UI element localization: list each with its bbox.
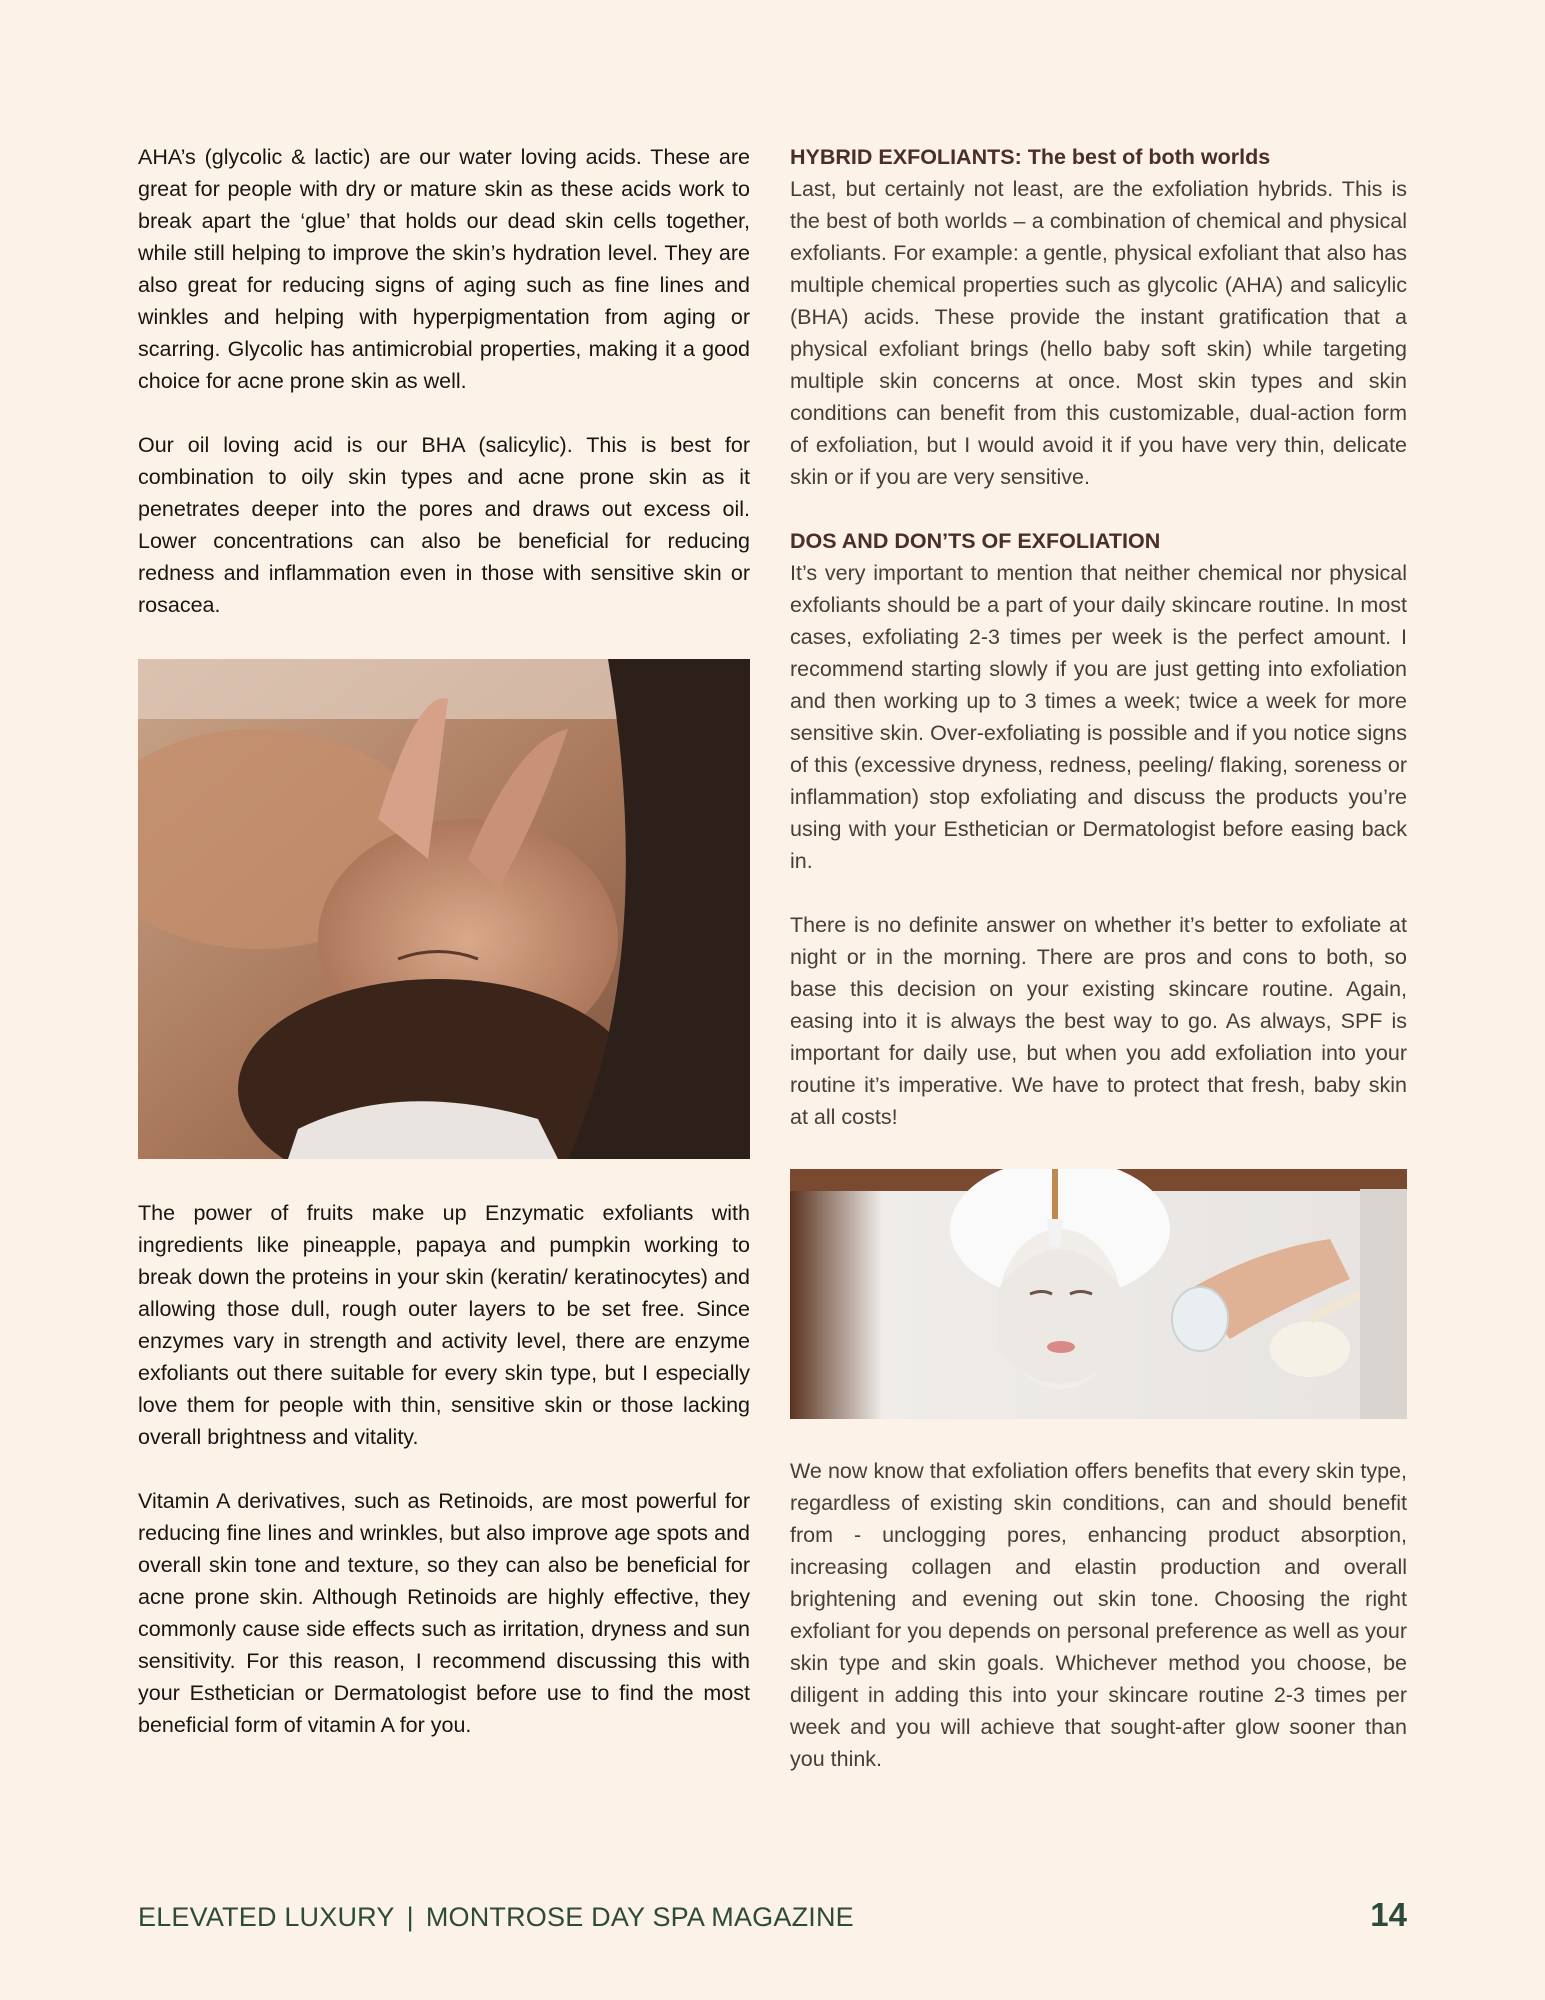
left-column [138,141,750,1741]
dos-donts-heading: DOS AND DON’TS OF EXFOLIATION [790,529,1161,553]
conclusion-paragraph: We now know that exfoliation offers benefits that every skin type, regardless of existing skin conditions, can and should benefit from - unclogging pores, enhancing product absorption, increasing collagen and elastin production and overall brightening and evening out skin tone. Choosing the right exfoliant for you depends on personal preference as well as your skin type and skin goals. Whichever method you choose, be diligent in adding this into your skincare routine 2-3 times per week and you will achieve that sought-after glow sooner than you think. [790,1459,1407,1771]
right-column [790,141,1407,1775]
aha-paragraph: AHA’s (glycolic & lactic) are our water loving acids. These are great for people with dry or mature skin as these acids work to break apart the ‘glue’ that holds our dead skin cells together, while still helping to improve the skin’s hydration level. They are also great for reducing signs of aging such as fine lines and winkles and helping with hyperpigmentation from aging or scarring. Glycolic has antimicrobial properties, making it a good choice for acne prone skin as well. [138,145,750,393]
page-number: 14 [1370,1896,1407,1933]
hybrid-paragraph: Last, but certainly not least, are the exfoliation hybrids. This is the best of both worlds – a combination of chemical and physical exfoliants. For example: a gentle, physical exfoliant that also has multiple chemical properties such as glycolic (AHA) and salicylic (BHA) acids. These provide the instant gratification that a physical exfoliant brings (hello baby soft skin) while targeting multiple skin concerns at once. Most skin types and skin conditions can benefit from this customizable, dual-action form of exfoliation, but I would avoid it if you have very thin, delicate skin or if you are very sensitive. [790,177,1407,489]
footer-separator: | [406,1902,414,1932]
face-mask-photo [790,1169,1407,1419]
vitamin-a-paragraph: Vitamin A derivatives, such as Retinoids, are most powerful for reducing fine lines and wrinkles, but also improve age spots and overall skin tone and texture, so they can also be beneficial for acne prone skin. Although Retinoids are highly effective, they commonly cause side effects such as irritation, dryness and sun sensitivity. For this reason, I recommend discussing this with your Esthetician or Dermatologist before use to find the most beneficial form of vitamin A for you. [138,1489,750,1737]
footer-section-name: ELEVATED LUXURY [138,1902,395,1932]
hybrid-heading: HYBRID EXFOLIANTS: The best of both worlds [790,145,1271,169]
bha-paragraph: Our oil loving acid is our BHA (salicylic). This is best for combination to oily skin types and acne prone skin as it penetrates deeper into the pores and draws out excess oil. Lower concentrations can also be beneficial for reducing redness and inflammation even in those with sensitive skin or rosacea. [138,433,750,617]
footer-masthead [138,1902,854,1933]
footer-magazine-name: MONTROSE DAY SPA MAGAZINE [425,1902,854,1932]
facial-massage-photo [138,659,750,1159]
timing-paragraph: There is no definite answer on whether it’s better to exfoliate at night or in the morning. There are pros and cons to both, so base this decision on your existing skincare routine. Again, easing into it is always the best way to go. As always, SPF is important for daily use, but when you add exfoliation into your routine it’s imperative. We have to protect that fresh, baby skin at all costs! [790,913,1407,1129]
enzymatic-paragraph: The power of fruits make up Enzymatic exfoliants with ingredients like pineapple, papaya and pumpkin working to break down the proteins in your skin (keratin/ keratinocytes) and allowing those dull, rough outer layers to be set free. Since enzymes vary in strength and activity level, there are enzyme exfoliants out there suitable for every skin type, but I especially love them for people with thin, sensitive skin or those lacking overall brightness and vitality. [138,1201,750,1449]
frequency-paragraph: It’s very important to mention that neither chemical nor physical exfoliants should be a part of your daily skincare routine. In most cases, exfoliating 2-3 times per week is the perfect amount. I recommend starting slowly if you are just getting into exfoliation and then working up to 3 times a week; twice a week for more sensitive skin. Over-exfoliating is possible and if you notice signs of this (excessive dryness, redness, peeling/ flaking, soreness or inflammation) stop exfoliating and discuss the products you’re using with your Esthetician or Dermatologist before easing back in. [790,561,1407,873]
